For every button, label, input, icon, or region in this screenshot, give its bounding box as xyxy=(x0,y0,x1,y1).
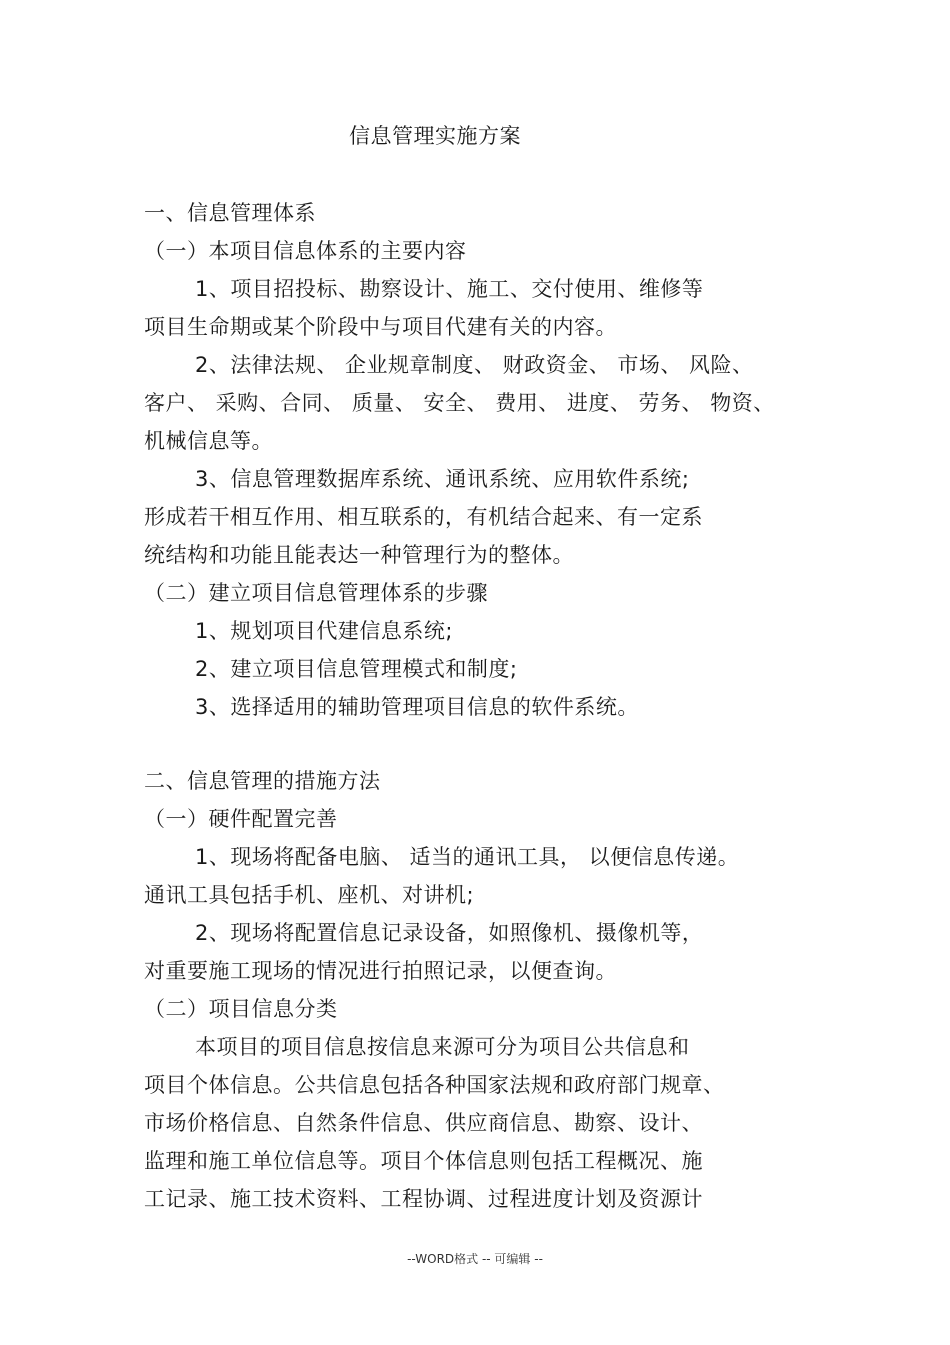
paragraph-line: 项目生命期或某个阶段中与项目代建有关的内容。 xyxy=(144,315,617,339)
paragraph-line: 项目个体信息。公共信息包括各种国家法规和政府部门规章、 xyxy=(144,1073,725,1097)
page-footer: --WORD格式 -- 可编辑 -- xyxy=(407,1252,543,1266)
paragraph-line: 1、项目招投标、勘察设计、施工、交付使用、维修等 xyxy=(195,277,704,301)
section-heading-2: 二、信息管理的措施方法 xyxy=(144,769,381,793)
subsection-heading: （一）本项目信息体系的主要内容 xyxy=(144,239,467,263)
subsection-heading: （一）硬件配置完善 xyxy=(144,807,338,831)
paragraph-line: 市场价格信息、自然条件信息、供应商信息、勘察、设计、 xyxy=(144,1111,703,1135)
document-title: 信息管理实施方案 xyxy=(349,124,521,148)
paragraph-line: 2、现场将配置信息记录设备，如照像机、摄像机等， xyxy=(195,921,704,945)
paragraph-line: 形成若干相互作用、相互联系的，有机结合起来、有一定系 xyxy=(144,505,703,529)
paragraph-line: 1、现场将配备电脑、 适当的通讯工具， 以便信息传递。 xyxy=(195,845,740,869)
subsection-heading: （二）项目信息分类 xyxy=(144,997,338,1021)
paragraph-line: 工记录、施工技术资料、工程协调、过程进度计划及资源计 xyxy=(144,1187,703,1211)
paragraph-line: 本项目的项目信息按信息来源可分为项目公共信息和 xyxy=(195,1035,690,1059)
paragraph-line: 3、选择适用的辅助管理项目信息的软件系统。 xyxy=(195,695,639,719)
subsection-heading: （二）建立项目信息管理体系的步骤 xyxy=(144,581,488,605)
paragraph-line: 3、信息管理数据库系统、通讯系统、应用软件系统; xyxy=(195,467,690,491)
paragraph-line: 通讯工具包括手机、座机、对讲机; xyxy=(144,883,475,907)
paragraph-line: 2、建立项目信息管理模式和制度; xyxy=(195,657,518,681)
paragraph-line: 1、规划项目代建信息系统; xyxy=(195,619,453,643)
paragraph-line: 对重要施工现场的情况进行拍照记录，以便查询。 xyxy=(144,959,617,983)
paragraph-line: 统结构和功能且能表达一种管理行为的整体。 xyxy=(144,543,574,567)
section-heading-1: 一、信息管理体系 xyxy=(144,201,316,225)
paragraph-line: 监理和施工单位信息等。项目个体信息则包括工程概况、施 xyxy=(144,1149,703,1173)
paragraph-line: 2、法律法规、 企业规章制度、 财政资金、 市场、 风险、 xyxy=(195,353,754,377)
paragraph-line: 机械信息等。 xyxy=(144,429,273,453)
paragraph-line: 客户、 采购、合同、 质量、 安全、 费用、 进度、 劳务、 物资、 xyxy=(144,391,775,415)
